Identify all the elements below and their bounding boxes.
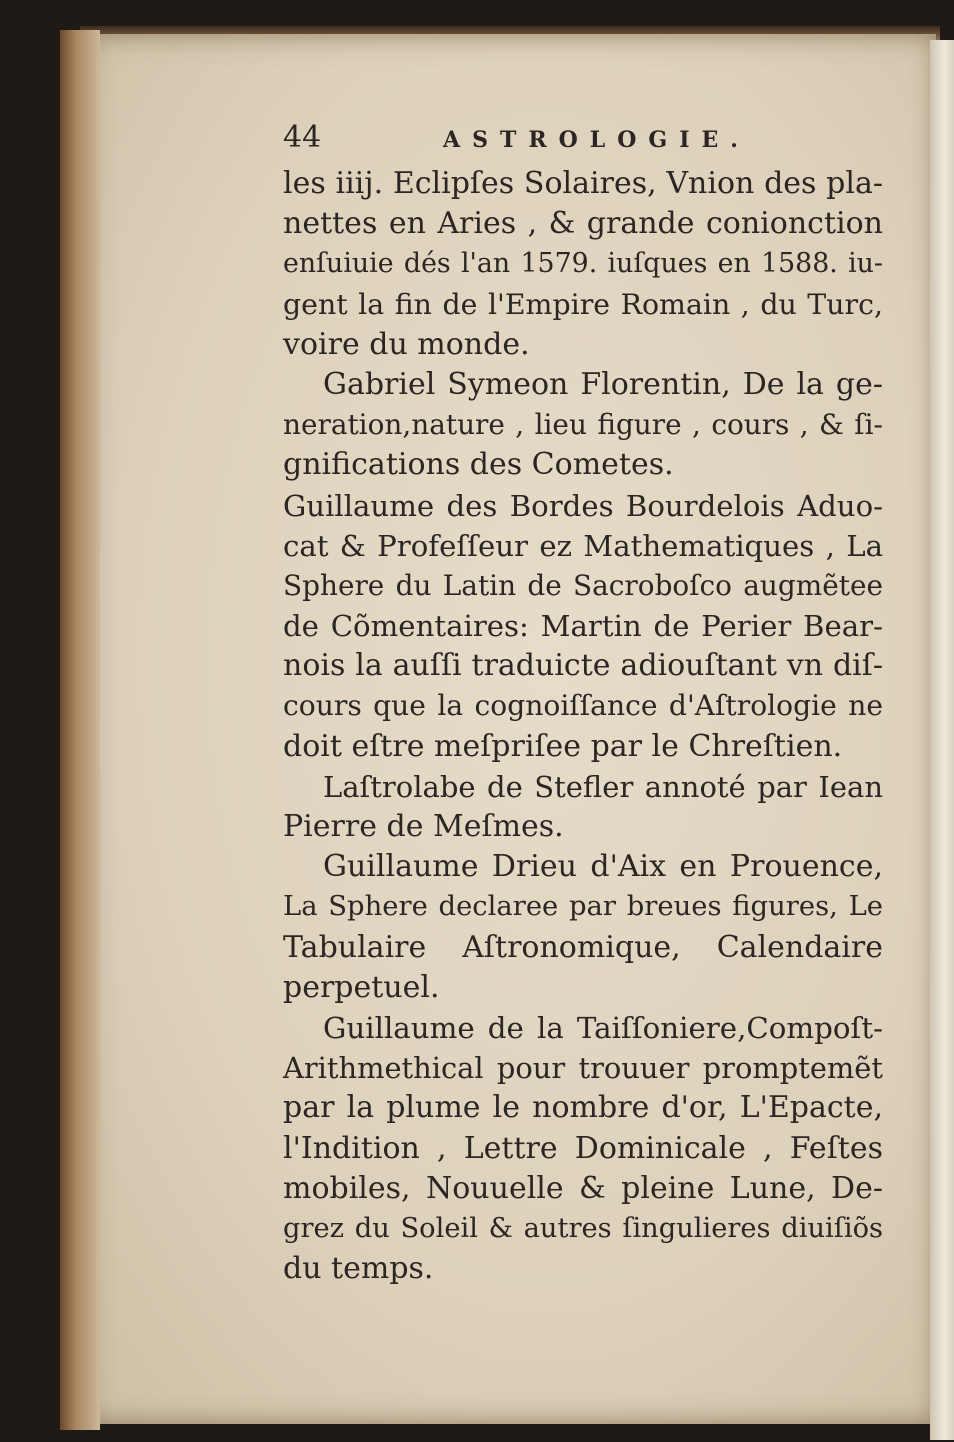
text-line: voire du monde. <box>283 326 530 362</box>
text-line: Pierre de Meſmes. <box>283 809 564 844</box>
text-line: gnifications des Cometes. <box>283 447 674 483</box>
text-line: grez du Soleil & autres ſingulieres diuiſiõs <box>283 1212 883 1244</box>
text-line: Tabulaire Aſtronomique, Calendaire <box>283 929 883 965</box>
text-line: enſuiuie dés l'an 1579. iuſques en 1588. iu- <box>283 248 883 280</box>
text-line: Laſtrolabe de Stefler annoté par Iean <box>323 769 883 804</box>
paragraph <box>283 365 883 486</box>
text-line: Guillaume Drieu d'Aix en Prouence, <box>323 849 883 885</box>
text-line: La Sphere declaree par breues figures, Le <box>283 891 883 923</box>
text-line: doit eſtre meſpriſee par le Chreſtien. <box>283 728 843 764</box>
text-line: Sphere du Latin de Sacroboſco augmẽtee <box>283 568 883 602</box>
text-line: nois la auſſi traduicte adiouſtant vn diſ- <box>283 648 883 684</box>
text-line: mobiles, Nouuelle & pleine Lune, De- <box>283 1170 883 1206</box>
text-line: du temps. <box>283 1251 434 1287</box>
text-line: cat & Profeſſeur ez Mathematiques , La <box>283 528 883 563</box>
page-header <box>283 120 883 164</box>
book-gutter <box>60 30 100 1430</box>
text-line: nettes en Aries , & grande conionction <box>283 206 883 242</box>
text-line: Gabriel Symeon Florentin, De la ge- <box>323 366 883 402</box>
running-head: ASTROLOGIE. <box>443 127 750 153</box>
paragraph <box>283 164 883 365</box>
page-right-edge <box>930 40 954 1440</box>
text-line: les iiij. Eclipſes Solaires, Vnion des pla- <box>283 166 883 201</box>
text-line: Guillaume des Bordes Bourdelois Aduo- <box>283 488 883 523</box>
text-line: de Cõmentaires: Martin de Perier Bear- <box>283 609 883 644</box>
paragraph <box>283 847 883 1008</box>
page-number: 44 <box>283 120 322 155</box>
text-line: Guillaume de la Taiſſoniere,Compoſt- <box>323 1010 883 1045</box>
text-line: neration,nature , lieu figure , cours , & ſi- <box>283 408 883 442</box>
text-line: cours que la cognoiſſance d'Aſtrologie ne <box>283 689 883 723</box>
page-text <box>283 120 883 1289</box>
text-line: par la plume le nombre d'or, L'Epacte, <box>283 1090 883 1126</box>
text-line: l'Indition , Lettre Dominicale , Feſtes <box>283 1130 883 1166</box>
text-line: gent la fin de l'Empire Romain , du Turc, <box>283 287 883 321</box>
text-line: Arithmethical pour trouuer promptemẽt <box>283 1051 883 1086</box>
text-line: perpetuel. <box>283 969 440 1005</box>
paragraph <box>283 486 883 767</box>
paragraph <box>283 1008 883 1289</box>
paragraph <box>283 767 883 847</box>
